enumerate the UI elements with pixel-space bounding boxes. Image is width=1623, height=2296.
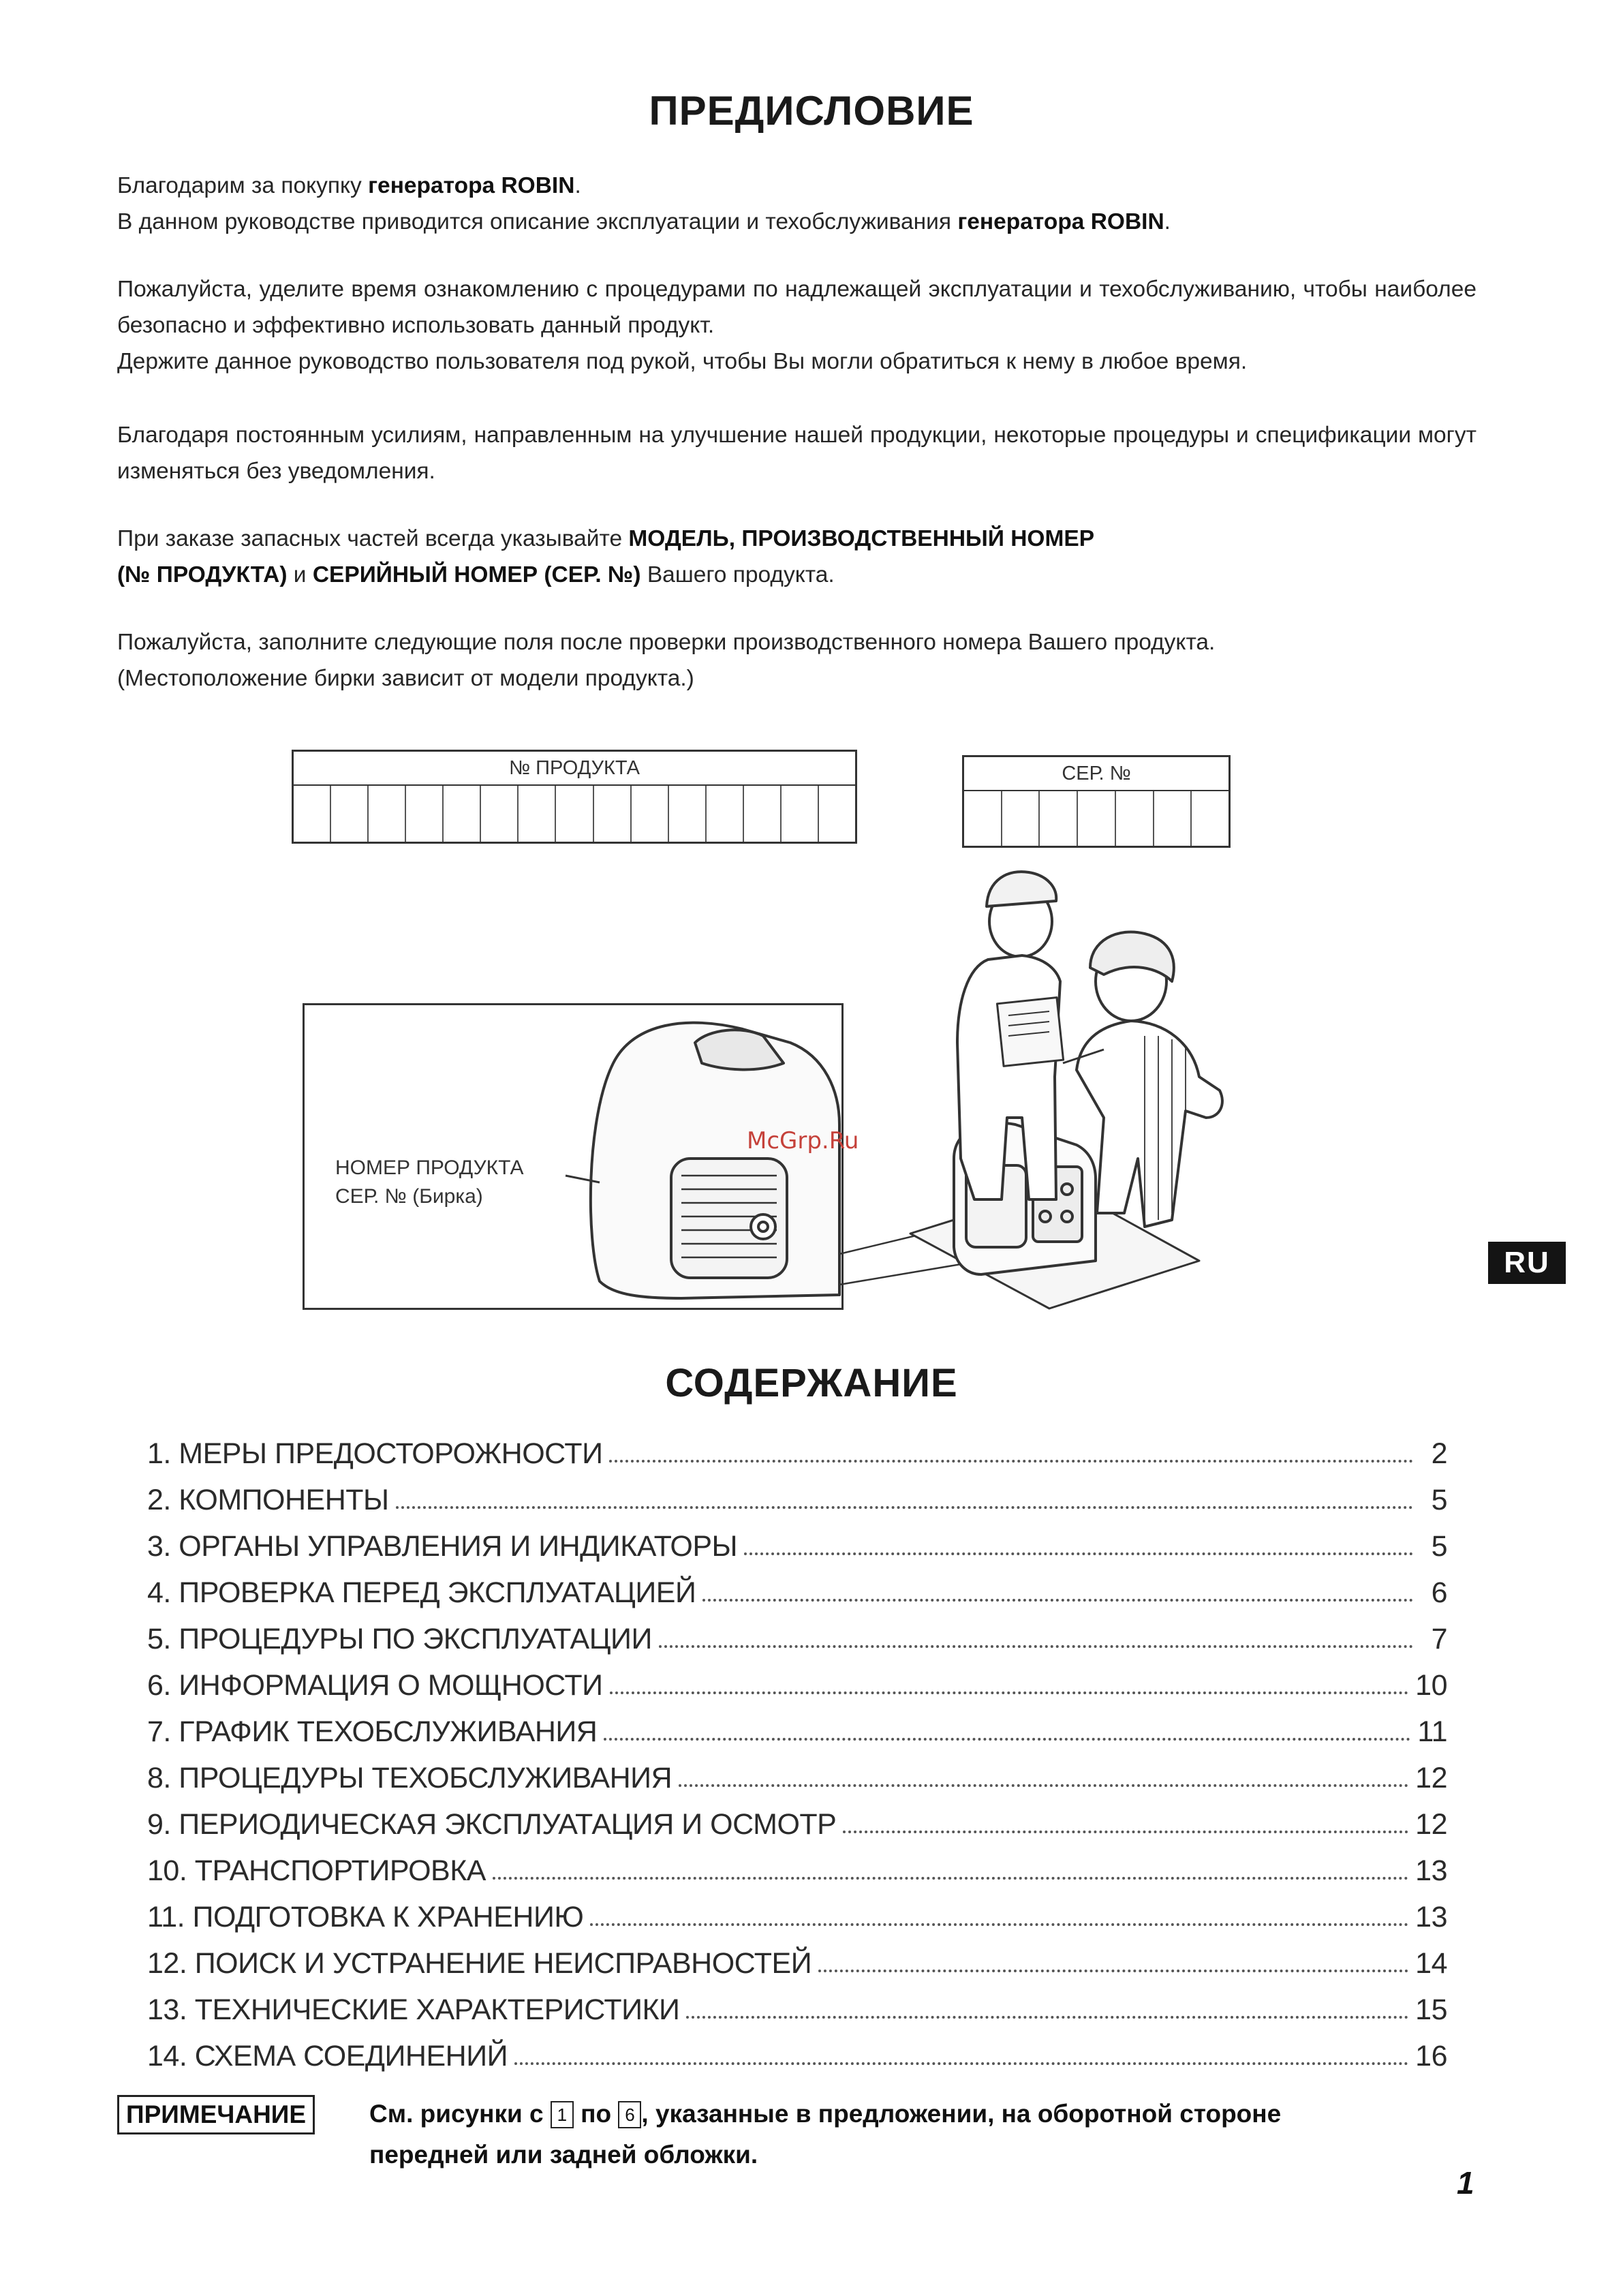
contents-item-label: 1. МЕРЫ ПРЕДОСТОРОЖНОСТИ bbox=[147, 1437, 603, 1470]
thanks-line: Благодарим за покупку генератора ROBIN. bbox=[117, 173, 581, 198]
leader-dots bbox=[493, 1877, 1408, 1880]
serial-number-cell[interactable] bbox=[1190, 791, 1228, 846]
contents-item[interactable] bbox=[147, 1795, 1447, 1841]
contents-item[interactable] bbox=[147, 1656, 1447, 1702]
leader-dots bbox=[514, 2062, 1408, 2065]
contents-item-page: 14 bbox=[1415, 1947, 1447, 1980]
keep-manual-paragraph: Держите данное руководство пользователя под рукой, чтобы Вы могли обратиться к нему в любое время. bbox=[117, 349, 1248, 374]
contents-item-label: 9. ПЕРИОДИЧЕСКАЯ ЭКСПЛУАТАЦИЯ И ОСМОТР bbox=[147, 1808, 837, 1841]
product-number-header: № ПРОДУКТА bbox=[294, 752, 855, 786]
contents-item-label: 4. ПРОВЕРКА ПЕРЕД ЭКСПЛУАТАЦИЕЙ bbox=[147, 1576, 696, 1609]
leader-dots bbox=[659, 1645, 1413, 1648]
product-number-cell[interactable] bbox=[743, 786, 780, 842]
watermark: McGrp.Ru bbox=[747, 1127, 859, 1154]
contents-item-label: 14. СХЕМА СОЕДИНЕНИЙ bbox=[147, 2040, 508, 2072]
figure-number-to: 6 bbox=[618, 2101, 641, 2128]
contents-item-page: 7 bbox=[1431, 1623, 1447, 1655]
product-number-cell[interactable] bbox=[705, 786, 743, 842]
contents-item[interactable] bbox=[147, 1980, 1447, 2027]
contents-item-label: 13. ТЕХНИЧЕСКИЕ ХАРАКТЕРИСТИКИ bbox=[147, 1993, 680, 2026]
product-number-cell[interactable] bbox=[630, 786, 668, 842]
contents-item[interactable] bbox=[147, 1702, 1447, 1749]
contents-item-page: 5 bbox=[1431, 1484, 1447, 1516]
contents-item-label: 3. ОРГАНЫ УПРАВЛЕНИЯ И ИНДИКАТОРЫ bbox=[147, 1530, 738, 1563]
contents-item-label: 10. ТРАНСПОРТИРОВКА bbox=[147, 1854, 486, 1887]
contents-item-page: 13 bbox=[1415, 1901, 1447, 1933]
contents-item-label: 11. ПОДГОТОВКА К ХРАНЕНИЮ bbox=[147, 1901, 584, 1933]
product-number-cell[interactable] bbox=[480, 786, 517, 842]
figure-number-from: 1 bbox=[551, 2101, 574, 2128]
leader-dots bbox=[590, 1923, 1408, 1926]
contents-item[interactable] bbox=[147, 1517, 1447, 1563]
product-number-cell[interactable] bbox=[294, 786, 330, 842]
leader-dots bbox=[744, 1552, 1413, 1555]
product-number-cell[interactable] bbox=[668, 786, 705, 842]
intro-paragraph bbox=[117, 168, 1477, 240]
product-number-cell[interactable] bbox=[367, 786, 405, 842]
serial-number-cell[interactable] bbox=[1001, 791, 1039, 846]
changes-paragraph: Благодаря постоянным усилиям, направленным на улучшение нашей продукции, некоторые процедуры и спецификации могут изменяться без уведомления. bbox=[117, 423, 1477, 484]
language-badge: RU bbox=[1488, 1242, 1566, 1284]
leader-dots bbox=[609, 1460, 1413, 1463]
contents-item[interactable] bbox=[147, 1424, 1447, 1471]
product-number-cell[interactable] bbox=[555, 786, 592, 842]
leader-dots bbox=[679, 1784, 1408, 1787]
product-number-table bbox=[292, 750, 857, 844]
note-label: ПРИМЕЧАНИЕ bbox=[117, 2095, 315, 2134]
contents-item-label: 8. ПРОЦЕДУРЫ ТЕХОБСЛУЖИВАНИЯ bbox=[147, 1762, 673, 1794]
contents-item[interactable] bbox=[147, 1749, 1447, 1795]
contents-item[interactable] bbox=[147, 2027, 1447, 2073]
manual-line: В данном руководстве приводится описание эксплуатации и техобслуживания генератора ROBIN. bbox=[117, 209, 1171, 234]
tag-location-label: НОМЕР ПРОДУКТА СЕР. № (Бирка) bbox=[335, 1157, 524, 1208]
leader-dots bbox=[818, 1970, 1408, 1972]
product-number-cell[interactable] bbox=[330, 786, 367, 842]
serial-number-cell[interactable] bbox=[1115, 791, 1153, 846]
contents-item-page: 16 bbox=[1415, 2040, 1447, 2072]
leader-dots bbox=[396, 1506, 1413, 1509]
leader-dots bbox=[610, 1692, 1409, 1694]
order-parts-paragraph: При заказе запасных частей всегда указывайте МОДЕЛЬ, ПРОИЗВОДСТВЕННЫЙ НОМЕР (№ ПРОДУКТА) и СЕРИЙНЫЙ НОМЕР (СЕР. №) Вашего продукта. bbox=[117, 526, 1095, 587]
product-number-cell[interactable] bbox=[405, 786, 442, 842]
contents-item-page: 15 bbox=[1415, 1993, 1447, 2026]
contents-item-label: 12. ПОИСК И УСТРАНЕНИЕ НЕИСПРАВНОСТЕЙ bbox=[147, 1947, 812, 1980]
page-number: 1 bbox=[1457, 2165, 1474, 2201]
serial-number-cell[interactable] bbox=[1038, 791, 1077, 846]
contents-item-label: 2. КОМПОНЕНТЫ bbox=[147, 1484, 389, 1516]
contents-item-page: 13 bbox=[1415, 1854, 1447, 1887]
contents-item-label: 6. ИНФОРМАЦИЯ О МОЩНОСТИ bbox=[147, 1669, 603, 1702]
generator-illustration bbox=[0, 866, 1623, 1343]
contents-item-page: 12 bbox=[1415, 1762, 1447, 1794]
fill-fields-paragraph: Пожалуйста, заполните следующие поля после проверки производственного номера Вашего продукта. (Местоположение бирки зависит от модели продукта.) bbox=[117, 630, 1216, 691]
contents-item[interactable] bbox=[147, 1934, 1447, 1980]
leader-dots bbox=[702, 1599, 1413, 1602]
leader-dots bbox=[843, 1831, 1408, 1833]
page-title: ПРЕДИСЛОВИЕ bbox=[649, 88, 974, 134]
usage-paragraph: Пожалуйста, уделите время ознакомлению с процедурами по надлежащей эксплуатации и техобслуживанию, чтобы наиболее безопасно и эффективно использовать данный продукт. bbox=[117, 277, 1477, 338]
product-number-cell[interactable] bbox=[593, 786, 630, 842]
serial-number-cell[interactable] bbox=[1077, 791, 1115, 846]
contents-item-page: 6 bbox=[1431, 1576, 1447, 1609]
leader-dots bbox=[686, 2016, 1408, 2019]
contents-item-page: 12 bbox=[1415, 1808, 1447, 1841]
product-number-cell[interactable] bbox=[442, 786, 480, 842]
contents-item-page: 10 bbox=[1415, 1669, 1447, 1702]
product-number-cell[interactable] bbox=[517, 786, 555, 842]
product-number-cells bbox=[294, 786, 855, 842]
contents-item-page: 2 bbox=[1431, 1437, 1447, 1470]
product-number-cell[interactable] bbox=[818, 786, 855, 842]
contents-item-label: 7. ГРАФИК ТЕХОБСЛУЖИВАНИЯ bbox=[147, 1715, 598, 1748]
serial-number-cell[interactable] bbox=[1153, 791, 1191, 846]
serial-number-table bbox=[962, 755, 1231, 848]
contents-item[interactable] bbox=[147, 1841, 1447, 1888]
contents-list bbox=[147, 1424, 1447, 2073]
contents-item[interactable] bbox=[147, 1563, 1447, 1610]
leader-dots bbox=[604, 1738, 1410, 1741]
note-text: См. рисунки с 1 по 6 , указанные в предложении, на оборотной стороне передней или задней обложки. bbox=[369, 2100, 1282, 2169]
contents-item-page: 5 bbox=[1431, 1530, 1447, 1563]
contents-item[interactable] bbox=[147, 1610, 1447, 1656]
contents-title: СОДЕРЖАНИЕ bbox=[665, 1361, 958, 1405]
product-number-cell[interactable] bbox=[780, 786, 818, 842]
contents-item[interactable] bbox=[147, 1471, 1447, 1517]
contents-item-page: 11 bbox=[1417, 1715, 1447, 1748]
serial-number-cell[interactable] bbox=[964, 791, 1001, 846]
contents-item[interactable] bbox=[147, 1888, 1447, 1934]
contents-item-label: 5. ПРОЦЕДУРЫ ПО ЭКСПЛУАТАЦИИ bbox=[147, 1623, 652, 1655]
serial-number-cells bbox=[964, 791, 1228, 846]
serial-number-header: СЕР. № bbox=[964, 757, 1228, 791]
